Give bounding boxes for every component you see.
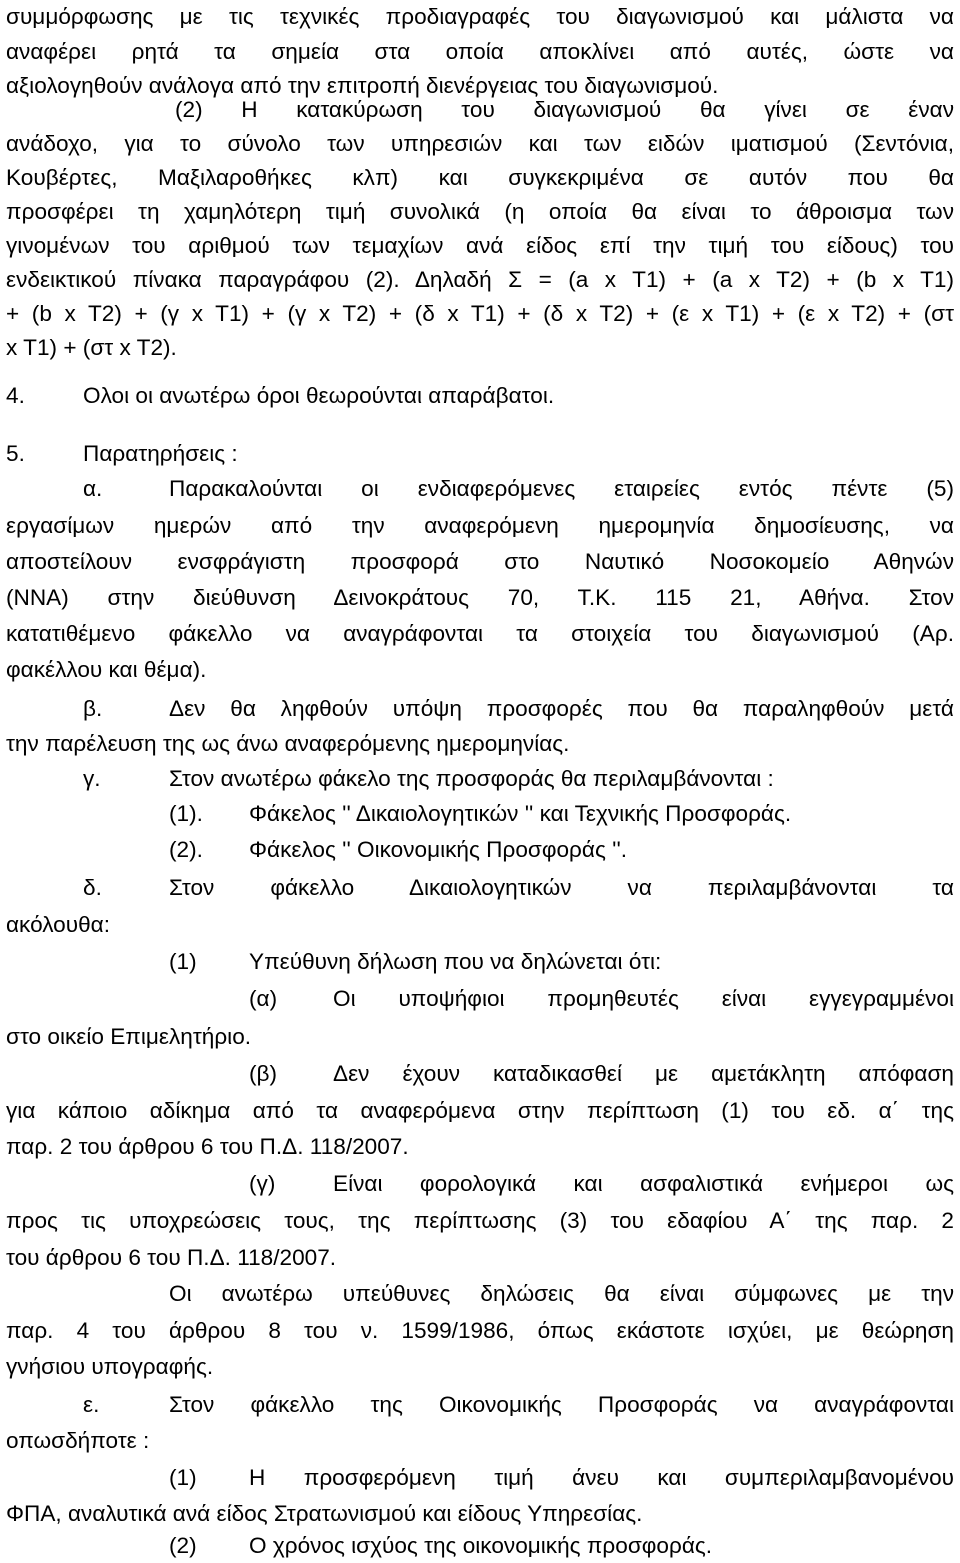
text-line: στο οικείο Επιμελητήριο.	[6, 1024, 252, 1049]
sub-number: (2).	[169, 837, 203, 862]
alpha-first-line	[6, 478, 954, 504]
sub-text: Ο χρόνος ισχύος της οικονομικής προσφοράς.	[249, 1533, 713, 1558]
text-line: ακόλουθα:	[6, 912, 110, 937]
item-number: 4.	[6, 383, 25, 408]
text-line: συμμόρφωσης με τις τεχνικές προδιαγραφές του διαγωνισμού και μάλιστα να	[6, 4, 954, 29]
sub-text: Είναι φορολογικά και ασφαλιστικά ενήμεροι ως	[333, 1171, 954, 1196]
sub-letter: (α)	[249, 986, 278, 1011]
item-number: 5.	[6, 441, 25, 466]
text-line: την παρέλευση της ως άνω αναφερόμενης ημερομηνίας.	[6, 731, 570, 756]
text-line: x T1) + (στ x T2).	[6, 335, 177, 360]
sub-text: Οι υποψήφιοι προμηθευτές είναι εγγεγραμμένοι	[333, 986, 954, 1011]
text-line: γνήσιου υπογραφής.	[6, 1354, 214, 1379]
item-text: Στον φάκελλο Δικαιολογητικών να περιλαμβάνονται τα	[169, 875, 954, 900]
delta-sub-c	[6, 1173, 954, 1199]
sub-number: (1)	[169, 949, 197, 974]
text-line: ΦΠΑ, αναλυτικά ανά είδος Στρατωνισμού και είδους Υπηρεσίας.	[6, 1501, 643, 1526]
text-line: του άρθρου 6 του Π.Δ. 118/2007.	[6, 1245, 337, 1270]
text-line: + (b x T2) + (γ x T1) + (γ x T2) + (δ x T1) + (δ x T2) + (ε x T1) + (ε x T2) + (στ	[6, 301, 954, 326]
sub-number: (1).	[169, 801, 203, 826]
text-line: παρ. 4 του άρθρου 8 του ν. 1599/1986, όπως εκάστοτε ισχύει, με θεώρηση	[6, 1318, 954, 1343]
item-letter: β.	[83, 696, 103, 721]
sub-letter: (γ)	[249, 1171, 276, 1196]
sub-number: (1)	[169, 1465, 197, 1490]
text-line: ανάδοχο, για το σύνολο των υπηρεσιών και των ειδών ιματισμού (Σεντόνια,	[6, 131, 954, 156]
text-line: αποστείλουν ενσφράγιστη προσφορά στο Ναυτικό Νοσοκομείο Αθηνών	[6, 549, 954, 574]
sub-text: Η προσφερόμενη τιμή άνευ και συμπεριλαμβανομένου	[249, 1465, 954, 1490]
item-text: Δεν θα ληφθούν υπόψη προσφορές που θα παραληφθούν μετά	[169, 696, 954, 721]
text-line: (ΝΝΑ) στην διεύθυνση Δεινοκράτους 70, Τ.Κ. 115 21, Αθήνα. Στον	[6, 585, 954, 610]
declarations-first-line: Οι ανωτέρω υπεύθυνες δηλώσεις θα είναι σύμφωνες με την	[169, 1281, 954, 1306]
item-text: Στον φάκελλο της Οικονομικής Προσφοράς να αναγράφονται	[169, 1392, 954, 1417]
item-letter: ε.	[83, 1392, 100, 1417]
item-letter: γ.	[83, 766, 101, 791]
text-line: παρ. 2 του άρθρου 6 του Π.Δ. 118/2007.	[6, 1134, 409, 1159]
item-letter: α.	[83, 476, 103, 501]
text-line: για κάποιο αδίκημα από τα αναφερόμενα στην περίπτωση (1) του εδ. α΄ της	[6, 1098, 954, 1123]
award-first-line: (2) Η κατακύρωση του διαγωνισμού θα γίνει σε έναν	[175, 97, 954, 122]
item-text: Στον ανωτέρω φάκελο της προσφοράς θα περιλαμβάνονται :	[169, 766, 774, 791]
text-line: φακέλλου και θέμα).	[6, 657, 207, 682]
text-line: οπωσδήποτε :	[6, 1428, 150, 1453]
epsilon-sub-1	[6, 1467, 954, 1493]
text-line: αναφέρει ρητά τα σημεία στα οποία αποκλίνει από αυτές, ώστε να	[6, 39, 954, 64]
text-line: προσφέρει τη χαμηλότερη τιμή συνολικά (η οποία θα είναι το άθροισμα των	[6, 199, 954, 224]
delta-sub-b	[6, 1063, 954, 1089]
item-letter: δ.	[83, 875, 102, 900]
text-line: προς τις υποχρεώσεις τους, της περίπτωσης (3) του εδαφίου Α΄ της παρ. 2	[6, 1208, 954, 1233]
sub-letter: (β)	[249, 1061, 278, 1086]
sub-text: Φάκελος '' Δικαιολογητικών '' και Τεχνικής Προσφοράς.	[249, 801, 792, 826]
section-heading: Παρατηρήσεις :	[83, 441, 238, 466]
item-text: Παρακαλούνται οι ενδιαφερόμενες εταιρείες εντός πέντε (5)	[169, 476, 954, 501]
sub-text: Φάκελος '' Οικονομικής Προσφοράς ''.	[249, 837, 628, 862]
sub-number: (2)	[169, 1533, 197, 1558]
item-text: Ολοι οι ανωτέρω όροι θεωρούνται απαράβατοι.	[83, 383, 555, 408]
text-line: ενδεικτικού πίνακα παραγράφου (2). Δηλαδή Σ = (a x T1) + (a x T2) + (b x T1)	[6, 267, 954, 292]
text-line: Κουβέρτες, Μαξιλαροθήκες κλπ) και συγκεκριμένα σε αυτόν που θα	[6, 165, 954, 190]
epsilon-first-line	[6, 1394, 954, 1420]
delta-sub-a	[6, 988, 954, 1014]
text-line: κατατιθέμενο φάκελλο να αναγράφονται τα στοιχεία του διαγωνισμού (Αρ.	[6, 621, 954, 646]
sub-text: Υπεύθυνη δήλωση που να δηλώνεται ότι:	[249, 949, 662, 974]
text-line: γινομένων του αριθμού των τεμαχίων ανά είδος επί την τιμή του είδους) του	[6, 233, 954, 258]
sub-text: Δεν έχουν καταδικασθεί με αμετάκλητη απόφαση	[333, 1061, 954, 1086]
delta-first-line	[6, 877, 954, 903]
beta-first-line	[6, 698, 954, 724]
text-line: αξιολογηθούν ανάλογα από την επιτροπή διενέργειας του διαγωνισμού.	[6, 73, 719, 98]
text-line: εργασίμων ημερών από την αναφερόμενη ημερομηνία δημοσίευσης, να	[6, 513, 954, 538]
